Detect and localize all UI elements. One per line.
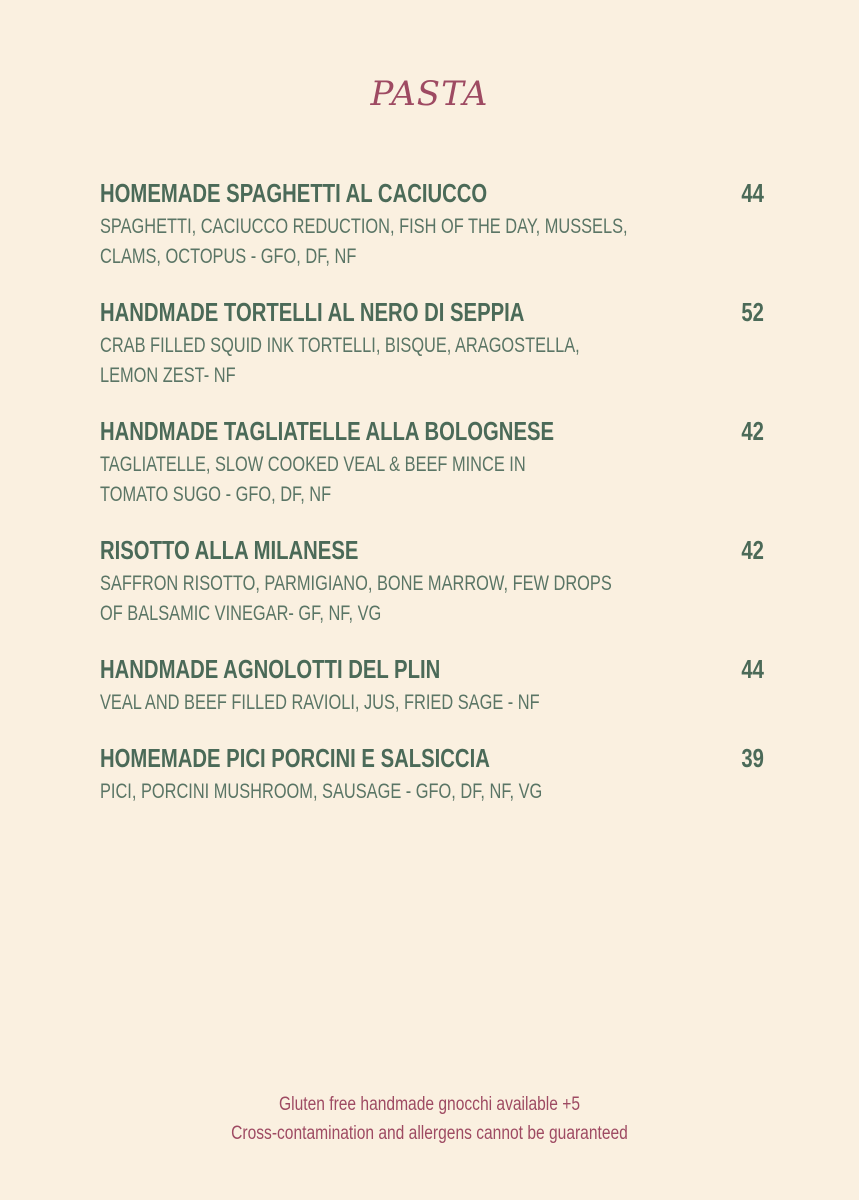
menu-item-price: 44 xyxy=(741,178,764,208)
menu-item-description xyxy=(100,569,632,629)
menu-item-name: HANDMADE TAGLIATELLE ALLA BOLOGNESE xyxy=(100,416,555,446)
menu-item-description xyxy=(100,212,632,272)
description-line: OF BALSAMIC VINEGAR- GF, NF, VG xyxy=(100,602,382,625)
menu-item-description xyxy=(100,331,632,391)
description-line: SPAGHETTI, CACIUCCO REDUCTION, FISH OF THE DAY, MUSSELS, xyxy=(100,215,628,238)
menu-item-price: 39 xyxy=(741,743,764,773)
menu-item xyxy=(100,297,764,391)
menu-item-header xyxy=(100,178,764,208)
menu-item xyxy=(100,743,764,807)
footer-note xyxy=(0,1090,859,1148)
footer-allergen-note: Cross-contamination and allergens cannot be guaranteed xyxy=(231,1123,628,1144)
menu-item-price: 42 xyxy=(741,416,764,446)
menu-item-header xyxy=(100,416,764,446)
description-line: LEMON ZEST- NF xyxy=(100,364,236,387)
description-line: CRAB FILLED SQUID INK TORTELLI, BISQUE, ARAGOSTELLA, xyxy=(100,334,580,357)
menu-list xyxy=(100,178,764,832)
menu-item-header xyxy=(100,535,764,565)
menu-item-description xyxy=(100,777,632,807)
menu-item-price: 42 xyxy=(741,535,764,565)
menu-item-description xyxy=(100,688,632,718)
menu-item-price: 52 xyxy=(741,297,764,327)
menu-item-header xyxy=(100,654,764,684)
menu-item-price: 44 xyxy=(741,654,764,684)
menu-item-name: HOMEMADE SPAGHETTI AL CACIUCCO xyxy=(100,178,488,208)
description-line: SAFFRON RISOTTO, PARMIGIANO, BONE MARROW, FEW DROPS xyxy=(100,572,612,595)
description-line: TAGLIATELLE, SLOW COOKED VEAL & BEEF MINCE IN xyxy=(100,453,526,476)
footer-gnocchi-note: Gluten free handmade gnocchi available +5 xyxy=(279,1094,580,1115)
menu-item-header xyxy=(100,297,764,327)
menu-item xyxy=(100,654,764,718)
description-line: CLAMS, OCTOPUS - GFO, DF, NF xyxy=(100,245,357,268)
menu-item-name: HANDMADE TORTELLI AL NERO DI SEPPIA xyxy=(100,297,525,327)
menu-item-name: RISOTTO ALLA MILANESE xyxy=(100,535,359,565)
menu-item xyxy=(100,416,764,510)
menu-item xyxy=(100,178,764,272)
menu-item xyxy=(100,535,764,629)
menu-item-header xyxy=(100,743,764,773)
page-title: PASTA xyxy=(370,74,489,114)
menu-item-description xyxy=(100,450,632,510)
menu-item-name: HOMEMADE PICI PORCINI E SALSICCIA xyxy=(100,743,490,773)
description-line: TOMATO SUGO - GFO, DF, NF xyxy=(100,483,332,506)
menu-item-name: HANDMADE AGNOLOTTI DEL PLIN xyxy=(100,654,441,684)
description-line: PICI, PORCINI MUSHROOM, SAUSAGE - GFO, DF, NF, VG xyxy=(100,780,543,803)
description-line: VEAL AND BEEF FILLED RAVIOLI, JUS, FRIED SAGE - NF xyxy=(100,691,540,714)
